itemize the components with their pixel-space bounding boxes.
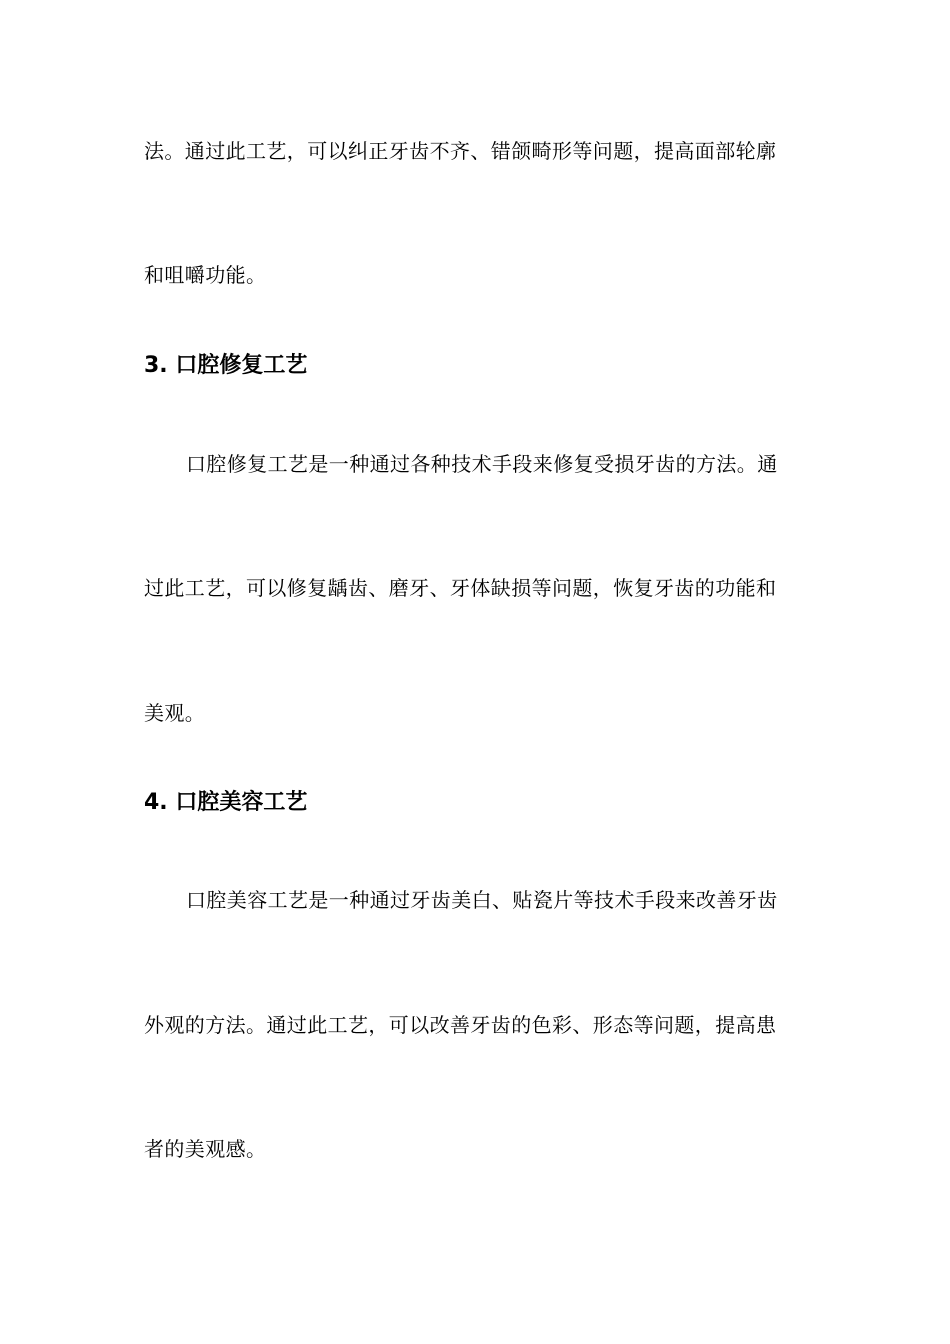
- paragraph-line: 美观。: [144, 701, 206, 725]
- paragraph-line: 过此工艺，可以修复龋齿、磨牙、牙体缺损等问题，恢复牙齿的功能和: [144, 576, 777, 600]
- paragraph-line: 口腔修复工艺是一种通过各种技术手段来修复受损牙齿的方法。通: [186, 452, 778, 476]
- paragraph-line: 外观的方法。通过此工艺，可以改善牙齿的色彩、形态等问题，提高患: [144, 1013, 777, 1037]
- paragraph-line: 法。通过此工艺，可以纠正牙齿不齐、错颌畸形等问题，提高面部轮廓: [144, 139, 777, 163]
- paragraph-line: 和咀嚼功能。: [144, 263, 267, 287]
- section-heading-3: 3. 口腔修复工艺: [144, 353, 308, 378]
- paragraph-line: 口腔美容工艺是一种通过牙齿美白、贴瓷片等技术手段来改善牙齿: [186, 888, 778, 912]
- section-heading-4: 4. 口腔美容工艺: [144, 790, 308, 815]
- paragraph-line: 者的美观感。: [144, 1137, 267, 1161]
